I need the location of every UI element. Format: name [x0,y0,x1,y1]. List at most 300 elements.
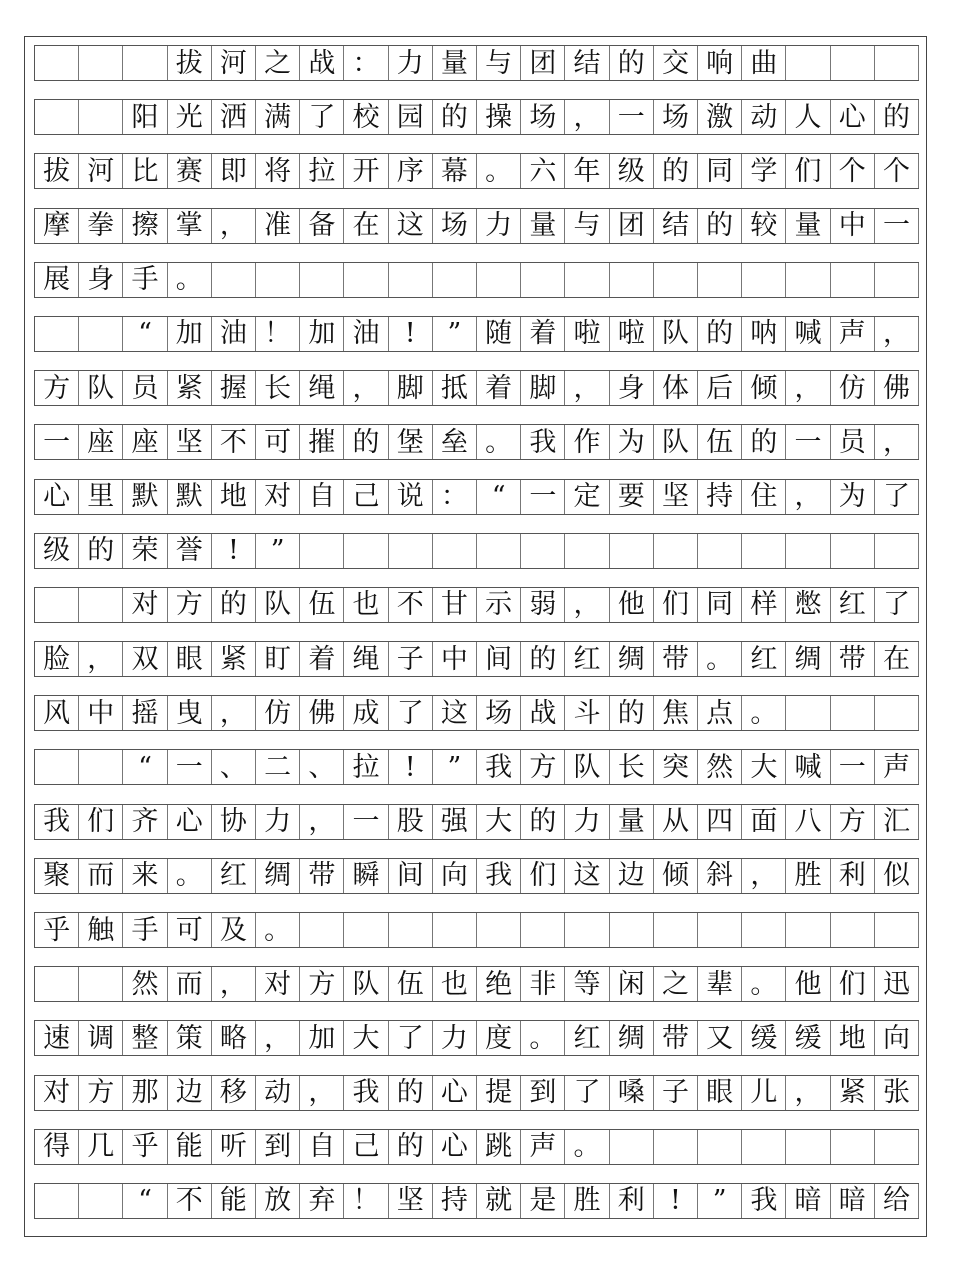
grid-cell: 触 [79,913,123,947]
grid-cell: 队 [79,371,123,405]
grid-cell: 我 [344,1076,388,1110]
grid-cell [831,913,875,947]
grid-cell: 。 [168,263,212,297]
grid-cell: 瞬 [344,859,388,893]
grid-cell: ， [875,317,919,351]
grid-cell: 声 [831,317,875,351]
grid-cell: 拉 [300,154,344,188]
grid-cell: 边 [168,1076,212,1110]
grid-cell [477,263,521,297]
grid-cell: 给 [875,1184,919,1218]
grid-cell: 绸 [256,859,300,893]
grid-cell: 了 [389,696,433,730]
grid-cell: 。 [256,913,300,947]
grid-cell: 了 [389,1021,433,1055]
grid-cell [786,534,830,568]
grid-cell: 喊 [786,750,830,784]
grid-cell: 坚 [654,480,698,514]
grid-cell [786,696,830,730]
grid-cell: 手 [123,913,167,947]
grid-cell: 中 [831,209,875,243]
grid-cell: ! [389,317,433,351]
grid-row [34,587,919,623]
grid-cell: 在 [344,209,388,243]
grid-cell: 向 [875,1021,919,1055]
grid-cell: 座 [123,425,167,459]
grid-cell [521,913,565,947]
grid-cell: 也 [433,967,477,1001]
grid-cell [477,913,521,947]
grid-cell: 较 [742,209,786,243]
grid-row [34,804,919,840]
grid-cell: 中 [433,642,477,676]
grid-cell: 到 [521,1076,565,1110]
grid-cell [875,46,919,80]
grid-cell: 光 [168,100,212,134]
grid-cell [389,263,433,297]
grid-cell: ！ [344,1184,388,1218]
grid-cell: 的 [698,317,742,351]
grid-cell: 带 [300,859,344,893]
grid-cell: 仿 [831,371,875,405]
grid-cell: 聚 [35,859,79,893]
grid-cell: 这 [565,859,609,893]
grid-cell: 从 [654,805,698,839]
grid-cell: 战 [521,696,565,730]
grid-cell: 同 [698,588,742,622]
grid-cell: 动 [742,100,786,134]
grid-cell: 红 [565,1021,609,1055]
grid-cell: 样 [742,588,786,622]
grid-cell: ， [300,805,344,839]
grid-cell: 曲 [742,46,786,80]
grid-row [34,262,919,298]
grid-cell: 满 [256,100,300,134]
grid-cell [79,967,123,1001]
grid-cell: ! [389,750,433,784]
grid-cell: 级 [610,154,654,188]
grid-cell [698,913,742,947]
grid-cell [521,534,565,568]
grid-cell: 加 [168,317,212,351]
grid-cell: 利 [831,859,875,893]
grid-cell [389,534,433,568]
grid-cell: 了 [565,1076,609,1110]
grid-cell: 移 [212,1076,256,1110]
grid-cell [875,1130,919,1164]
grid-cell: 缓 [742,1021,786,1055]
grid-cell: 方 [35,371,79,405]
grid-cell: 抵 [433,371,477,405]
grid-cell: 跳 [477,1130,521,1164]
grid-cell [565,263,609,297]
grid-cell: 对 [256,480,300,514]
grid-cell: 队 [344,967,388,1001]
grid-cell: 一 [521,480,565,514]
grid-cell: 提 [477,1076,521,1110]
grid-cell [875,913,919,947]
grid-cell [389,913,433,947]
grid-cell [79,100,123,134]
grid-cell: ， [256,1021,300,1055]
grid-cell [344,534,388,568]
grid-cell: 六 [521,154,565,188]
grid-cell: ， [565,371,609,405]
grid-cell: 场 [477,696,521,730]
grid-cell: 一 [168,750,212,784]
grid-cell: 辈 [698,967,742,1001]
grid-cell [831,696,875,730]
grid-cell: ， [344,371,388,405]
grid-cell: 摩 [35,209,79,243]
grid-cell: 展 [35,263,79,297]
grid-cell: 校 [344,100,388,134]
grid-cell: 们 [786,154,830,188]
grid-cell: 伍 [389,967,433,1001]
grid-cell: ” [698,1184,742,1218]
grid-cell: 胜 [786,859,830,893]
grid-cell [875,263,919,297]
grid-cell: 四 [698,805,742,839]
grid-cell: 要 [610,480,654,514]
grid-cell: 八 [786,805,830,839]
grid-cell: 。 [477,154,521,188]
grid-cell [786,46,830,80]
grid-cell: 胜 [565,1184,609,1218]
grid-cell: 量 [610,805,654,839]
grid-cell: 边 [610,859,654,893]
grid-cell [344,913,388,947]
grid-cell: 誉 [168,534,212,568]
grid-cell: ” [256,534,300,568]
grid-cell: 股 [389,805,433,839]
grid-cell: 默 [123,480,167,514]
grid-cell: 作 [565,425,609,459]
grid-cell [786,1130,830,1164]
grid-cell: 量 [786,209,830,243]
grid-cell: 倾 [742,371,786,405]
grid-cell: 一 [786,425,830,459]
grid-cell: 的 [610,46,654,80]
grid-row [34,912,919,948]
grid-cell: 点 [698,696,742,730]
grid-cell: 大 [742,750,786,784]
grid-cell: ： [433,480,477,514]
grid-cell: ， [79,642,123,676]
grid-cell: 油 [344,317,388,351]
grid-cell: 力 [389,46,433,80]
grid-cell: 心 [433,1076,477,1110]
grid-cell: 几 [79,1130,123,1164]
grid-cell: 我 [35,805,79,839]
grid-cell: 体 [654,371,698,405]
grid-cell: 量 [521,209,565,243]
grid-cell: 握 [212,371,256,405]
grid-cell: 乎 [123,1130,167,1164]
grid-cell [831,534,875,568]
grid-cell: ： [344,46,388,80]
grid-cell: 方 [168,588,212,622]
grid-cell: 河 [212,46,256,80]
grid-cell: 齐 [123,805,167,839]
grid-row [34,695,919,731]
grid-cell: 级 [35,534,79,568]
grid-cell: 然 [123,967,167,1001]
grid-rows [34,45,919,1237]
grid-cell: 住 [742,480,786,514]
grid-cell: 堡 [389,425,433,459]
grid-cell: 方 [521,750,565,784]
grid-cell: 啦 [565,317,609,351]
grid-cell: 地 [831,1021,875,1055]
grid-cell: 坚 [389,1184,433,1218]
grid-cell: ， [212,209,256,243]
grid-cell: 大 [344,1021,388,1055]
grid-cell: ， [300,1076,344,1110]
grid-cell [35,46,79,80]
grid-cell: 之 [654,967,698,1001]
grid-cell [35,100,79,134]
grid-cell: 持 [698,480,742,514]
grid-cell: 的 [389,1076,433,1110]
grid-cell: 对 [35,1076,79,1110]
grid-cell: “ [123,317,167,351]
grid-cell: 摇 [123,696,167,730]
grid-cell [610,1130,654,1164]
grid-cell: 对 [256,967,300,1001]
grid-cell: 力 [256,805,300,839]
grid-cell [654,263,698,297]
grid-cell: 曳 [168,696,212,730]
grid-cell: 备 [300,209,344,243]
grid-cell: 方 [300,967,344,1001]
grid-cell: 带 [654,642,698,676]
grid-cell [831,263,875,297]
grid-cell: 可 [256,425,300,459]
grid-cell: 放 [256,1184,300,1218]
grid-cell: 暗 [786,1184,830,1218]
grid-cell: 心 [168,805,212,839]
grid-cell: 紧 [831,1076,875,1110]
grid-cell: 人 [786,100,830,134]
grid-cell: 阳 [123,100,167,134]
grid-cell: 憋 [786,588,830,622]
grid-cell: 眼 [698,1076,742,1110]
grid-cell: 们 [654,588,698,622]
grid-cell [256,263,300,297]
grid-row [34,1129,919,1165]
grid-cell: 的 [344,425,388,459]
grid-cell: 拔 [35,154,79,188]
grid-cell: 度 [477,1021,521,1055]
grid-cell: 非 [521,967,565,1001]
grid-cell: 即 [212,154,256,188]
grid-cell: ， [786,1076,830,1110]
grid-cell: 河 [79,154,123,188]
grid-cell: 仿 [256,696,300,730]
grid-cell [610,534,654,568]
grid-cell: 中 [79,696,123,730]
grid-cell: 红 [565,642,609,676]
grid-cell: ， [212,967,256,1001]
grid-cell: 斗 [565,696,609,730]
grid-cell [875,534,919,568]
grid-cell [742,913,786,947]
grid-cell: 操 [477,100,521,134]
grid-cell: 就 [477,1184,521,1218]
grid-cell [654,913,698,947]
grid-cell: 带 [831,642,875,676]
grid-cell: 的 [742,425,786,459]
grid-cell [786,263,830,297]
grid-cell: 强 [433,805,477,839]
grid-cell: 脚 [389,371,433,405]
grid-cell: 带 [654,1021,698,1055]
grid-cell: 一 [875,209,919,243]
grid-cell: 二 [256,750,300,784]
grid-cell: 场 [521,100,565,134]
grid-cell: ， [565,100,609,134]
grid-cell: 们 [79,805,123,839]
grid-cell: 也 [344,588,388,622]
grid-cell: 座 [79,425,123,459]
grid-cell: 拔 [168,46,212,80]
grid-cell: 结 [654,209,698,243]
grid-cell: 场 [433,209,477,243]
grid-cell: ， [786,480,830,514]
grid-cell: 又 [698,1021,742,1055]
grid-cell: 的 [79,534,123,568]
grid-cell: 为 [610,425,654,459]
grid-cell: ! [212,534,256,568]
grid-cell: 战 [300,46,344,80]
grid-cell: 策 [168,1021,212,1055]
grid-cell: 突 [654,750,698,784]
grid-cell: 间 [389,859,433,893]
grid-cell: 声 [875,750,919,784]
grid-cell: “ [123,1184,167,1218]
grid-cell: 己 [344,480,388,514]
grid-row [34,641,919,677]
grid-cell [344,263,388,297]
grid-cell: 着 [477,371,521,405]
grid-cell: 脚 [521,371,565,405]
grid-cell: 弱 [521,588,565,622]
grid-cell: 方 [831,805,875,839]
grid-cell: 身 [79,263,123,297]
grid-cell: 嗓 [610,1076,654,1110]
grid-cell: 拉 [344,750,388,784]
grid-cell: 向 [433,859,477,893]
grid-cell: 垒 [433,425,477,459]
grid-cell: 喊 [786,317,830,351]
grid-cell: 。 [477,425,521,459]
grid-cell: 力 [433,1021,477,1055]
grid-cell: ， [786,371,830,405]
grid-cell: 比 [123,154,167,188]
grid-cell [742,263,786,297]
grid-cell: “ [477,480,521,514]
grid-cell: 绳 [300,371,344,405]
grid-cell: 结 [565,46,609,80]
grid-cell: 这 [389,209,433,243]
grid-cell: 似 [875,859,919,893]
grid-cell: 及 [212,913,256,947]
grid-cell [786,913,830,947]
grid-cell: 学 [742,154,786,188]
grid-cell: 年 [565,154,609,188]
grid-cell [477,534,521,568]
grid-cell [212,263,256,297]
grid-cell: ! [654,1184,698,1218]
grid-cell: 的 [212,588,256,622]
grid-cell [831,46,875,80]
grid-cell: 掌 [168,209,212,243]
grid-cell: 个 [831,154,875,188]
grid-cell [79,750,123,784]
grid-cell [433,263,477,297]
grid-cell: 队 [654,317,698,351]
grid-cell: 甘 [433,588,477,622]
grid-cell: 风 [35,696,79,730]
grid-cell: 将 [256,154,300,188]
grid-cell: 张 [875,1076,919,1110]
grid-cell: 我 [742,1184,786,1218]
grid-cell: 着 [300,642,344,676]
grid-cell: 紧 [212,642,256,676]
grid-cell [35,317,79,351]
grid-cell: ， [742,859,786,893]
grid-cell [35,1184,79,1218]
grid-cell [610,913,654,947]
grid-row [34,316,919,352]
grid-cell: 坚 [168,425,212,459]
grid-cell: 伍 [300,588,344,622]
grid-cell: 地 [212,480,256,514]
grid-cell [300,534,344,568]
grid-cell: 同 [698,154,742,188]
grid-cell: 个 [875,154,919,188]
grid-row [34,45,919,81]
grid-cell: 激 [698,100,742,134]
grid-cell: 的 [521,642,565,676]
grid-cell: 的 [610,696,654,730]
grid-cell: 手 [123,263,167,297]
grid-cell: 缓 [786,1021,830,1055]
grid-cell: 之 [256,46,300,80]
grid-cell: 斜 [698,859,742,893]
grid-cell: 盯 [256,642,300,676]
grid-cell [742,534,786,568]
grid-cell: 绸 [610,1021,654,1055]
grid-cell: 了 [875,480,919,514]
grid-row [34,1183,919,1219]
grid-cell: 闲 [610,967,654,1001]
grid-cell: 能 [168,1130,212,1164]
grid-cell: 持 [433,1184,477,1218]
grid-cell: 的 [389,1130,433,1164]
grid-cell: 加 [300,317,344,351]
grid-cell: 场 [654,100,698,134]
grid-cell [300,263,344,297]
grid-cell: 脸 [35,642,79,676]
grid-cell: 他 [786,967,830,1001]
grid-cell: 为 [831,480,875,514]
grid-cell [35,750,79,784]
composition-paper [24,36,927,1237]
grid-cell [610,263,654,297]
grid-cell [698,534,742,568]
